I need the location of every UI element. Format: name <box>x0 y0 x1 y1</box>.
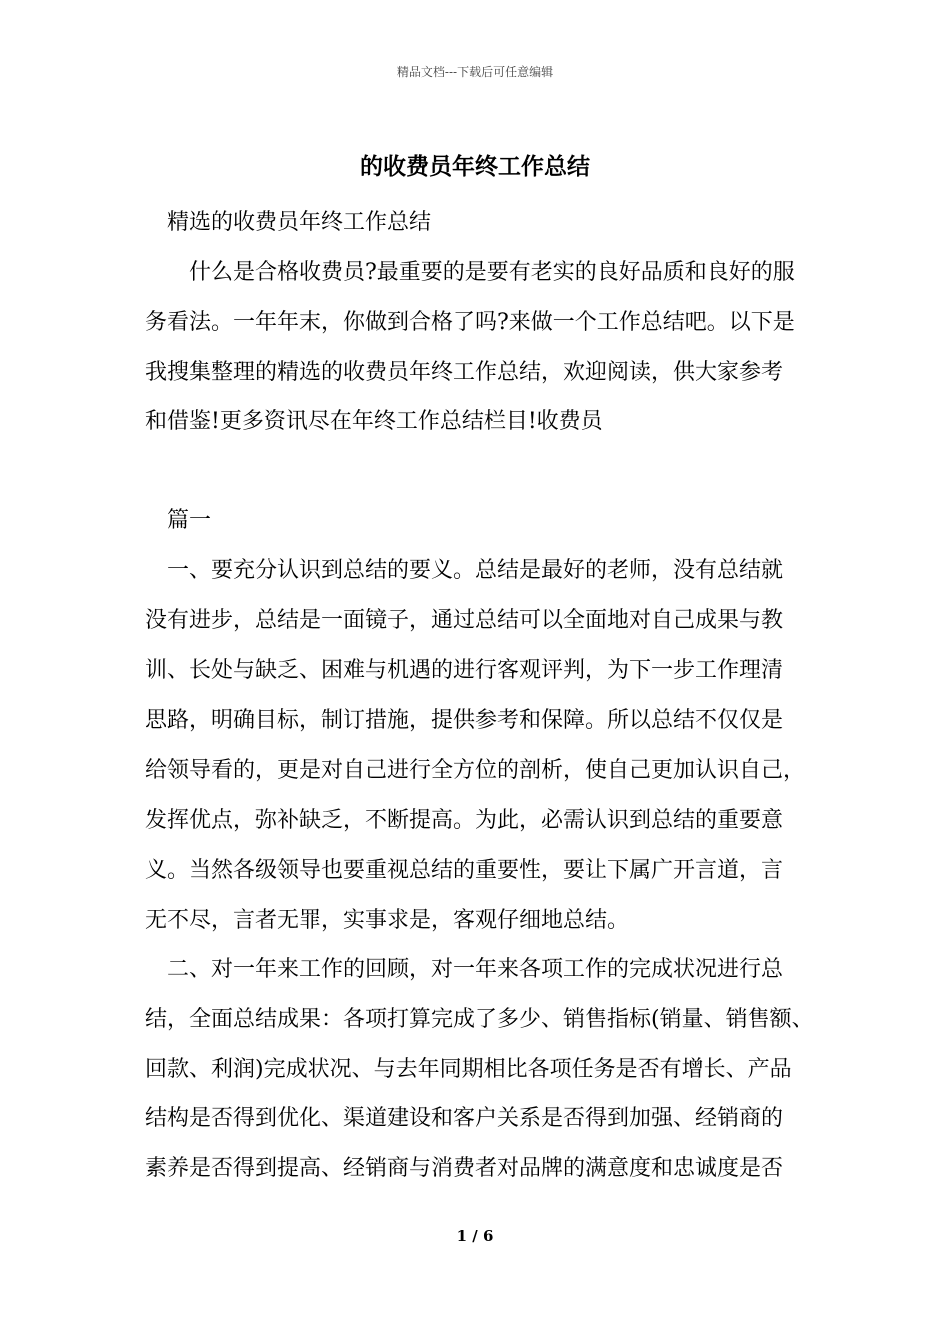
document-title: 的收费员年终工作总结 <box>360 153 590 180</box>
paragraph-line: 结构是否得到优化、渠道建设和客户关系是否得到加强、经销商的 <box>145 1106 784 1131</box>
paragraph-line: 素养是否得到提高、经销商与消费者对品牌的满意度和忠诚度是否 <box>145 1156 784 1181</box>
paragraph-line: 什么是合格收费员?最重要的是要有老实的良好品质和良好的服 <box>145 260 795 285</box>
page-number: 1 / 6 <box>456 1227 494 1245</box>
paragraph-line: 务看法。一年年末，你做到合格了吗?来做一个工作总结吧。以下是 <box>145 310 795 335</box>
paragraph-line: 发挥优点，弥补缺乏，不断提高。为此，必需认识到总结的重要意 <box>145 808 784 833</box>
paragraph-line: 结，全面总结成果：各项打算完成了多少、销售指标(销量、销售额、 <box>145 1007 814 1032</box>
paragraph-line: 思路，明确目标，制订措施，提供参考和保障。所以总结不仅仅是 <box>145 708 784 733</box>
page-header: 精品文档---下载后可任意编辑 <box>396 65 554 79</box>
paragraph-line: 无不尽，言者无罪，实事求是，客观仔细地总结。 <box>145 908 630 933</box>
paragraph-line: 没有进步，总结是一面镜子，通过总结可以全面地对自己成果与教 <box>145 608 784 633</box>
paragraph-line: 回款、利润)完成状况、与去年同期相比各项任务是否有增长、产品 <box>145 1057 792 1082</box>
section-heading: 篇一 <box>145 508 212 533</box>
paragraph-line: 一、要充分认识到总结的要义。总结是最好的老师，没有总结就 <box>145 558 784 583</box>
paragraph-line: 训、长处与缺乏、困难与机遇的进行客观评判，为下一步工作理清 <box>145 658 784 683</box>
paragraph-line: 我搜集整理的精选的收费员年终工作总结，欢迎阅读，供大家参考 <box>145 360 784 385</box>
paragraph-line: 义。当然各级领导也要重视总结的重要性，要让下属广开言道，言 <box>145 858 784 883</box>
paragraph-line: 和借鉴!更多资讯尽在年终工作总结栏目!收费员 <box>145 409 603 434</box>
paragraph-line: 二、对一年来工作的回顾，对一年来各项工作的完成状况进行总 <box>145 957 784 982</box>
paragraph-line: 精选的收费员年终工作总结 <box>145 210 432 235</box>
paragraph-line: 给领导看的，更是对自己进行全方位的剖析，使自己更加认识自己， <box>145 758 806 783</box>
